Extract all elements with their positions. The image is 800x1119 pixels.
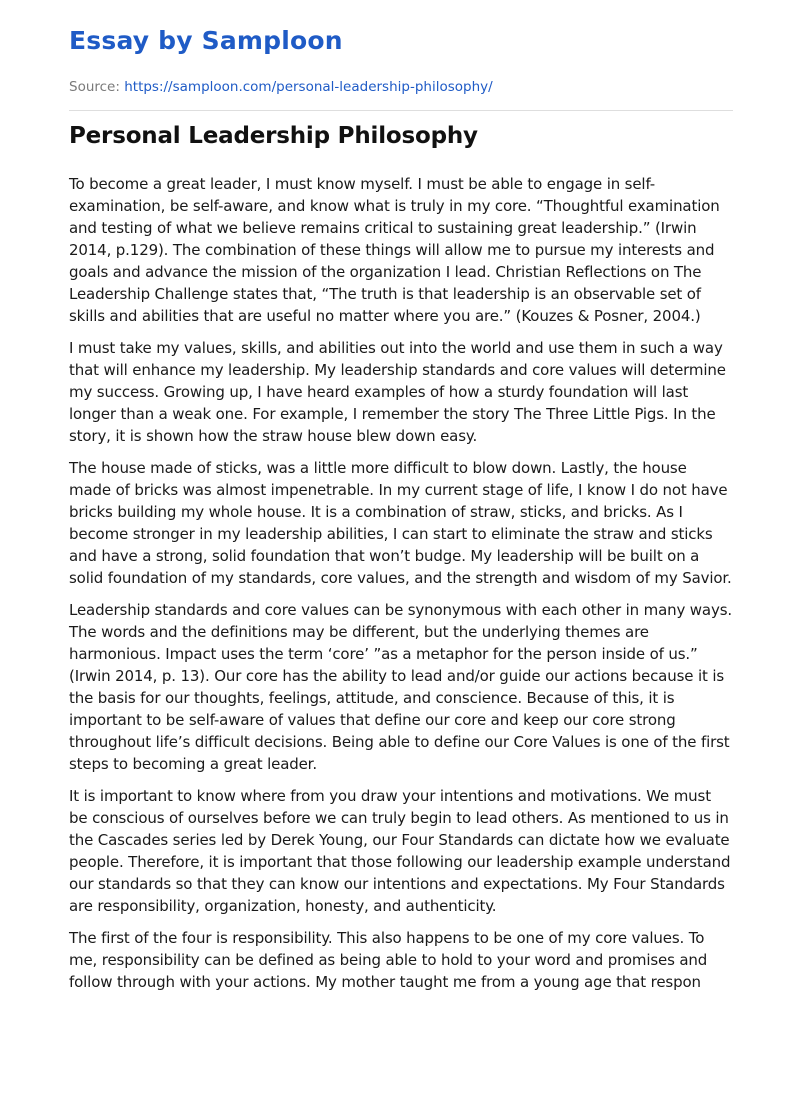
page-title: Personal Leadership Philosophy bbox=[69, 123, 478, 149]
paragraph: Leadership standards and core values can be synonymous with each other in many ways. The words and the definitions may be different, but the underlying themes are harmonious. Impact uses the term ‘core’ ”as a metaphor for the person inside of us.” (Irwin 2014, p. 13). Our core has the ability to lead and/or guide our actions because it is the basis for our thoughts, feelings, attitude, and conscience. Because of this, it is important to be self-aware of values that define our core and keep our core strong throughout life’s difficult decisions. Being able to define our Core Values is one of the first steps to becoming a great leader. bbox=[69, 601, 732, 773]
paragraph: It is important to know where from you draw your intentions and motivations. We must be conscious of ourselves before we can truly begin to lead others. As mentioned to us in the Cascades series led by Derek Young, our Four Standards can dictate how we evaluate people. Therefore, it is important that those following our leadership example understand our standards so that they can know our intentions and expectations. My Four Standards are responsibility, organization, honesty, and authenticity. bbox=[69, 787, 731, 915]
header-divider bbox=[69, 110, 733, 111]
paragraph: I must take my values, skills, and abilities out into the world and use them in such a way that will enhance my leadership. My leadership standards and core values will determine my success. Growing up, I have heard examples of how a sturdy foundation will last longer than a weak one. For example, I remember the story The Three Little Pigs. In the story, it is shown how the straw house blew down easy. bbox=[69, 339, 726, 445]
article-body bbox=[69, 173, 733, 1003]
paragraph: The house made of sticks, was a little more difficult to blow down. Lastly, the house made of bricks was almost impenetrable. In my current stage of life, I know I do not have bricks building my whole house. It is a combination of straw, sticks, and bricks. As I become stronger in my leadership abilities, I can start to eliminate the straw and sticks and have a strong, solid foundation that won’t budge. My leadership will be built on a solid foundation of my standards, core values, and the strength and wisdom of my Savior. bbox=[69, 459, 732, 587]
site-brand[interactable]: Essay by Samploon bbox=[69, 26, 343, 55]
source-label: Source: bbox=[69, 79, 120, 95]
source-line bbox=[69, 79, 493, 95]
paragraph: The first of the four is responsibility. This also happens to be one of my core values. To me, responsibility can be defined as being able to hold to your word and promises and follow through with your actions. My mother taught me from a young age that respon bbox=[69, 929, 708, 991]
paragraph: To become a great leader, I must know myself. I must be able to engage in self-examination, be self-aware, and know what is truly in my core. “Thoughtful examination and testing of what we believe remains critical to sustaining great leadership.” (Irwin 2014, p.129). The combination of these things will allow me to pursue my interests and goals and advance the mission of the organization I lead. Christian Reflections on The Leadership Challenge states that, “The truth is that leadership is an observable set of skills and abilities that are useful no matter where you are.” (Kouzes & Posner, 2004.) bbox=[69, 175, 720, 325]
source-link[interactable]: https://samploon.com/personal-leadership-philosophy/ bbox=[124, 79, 493, 95]
